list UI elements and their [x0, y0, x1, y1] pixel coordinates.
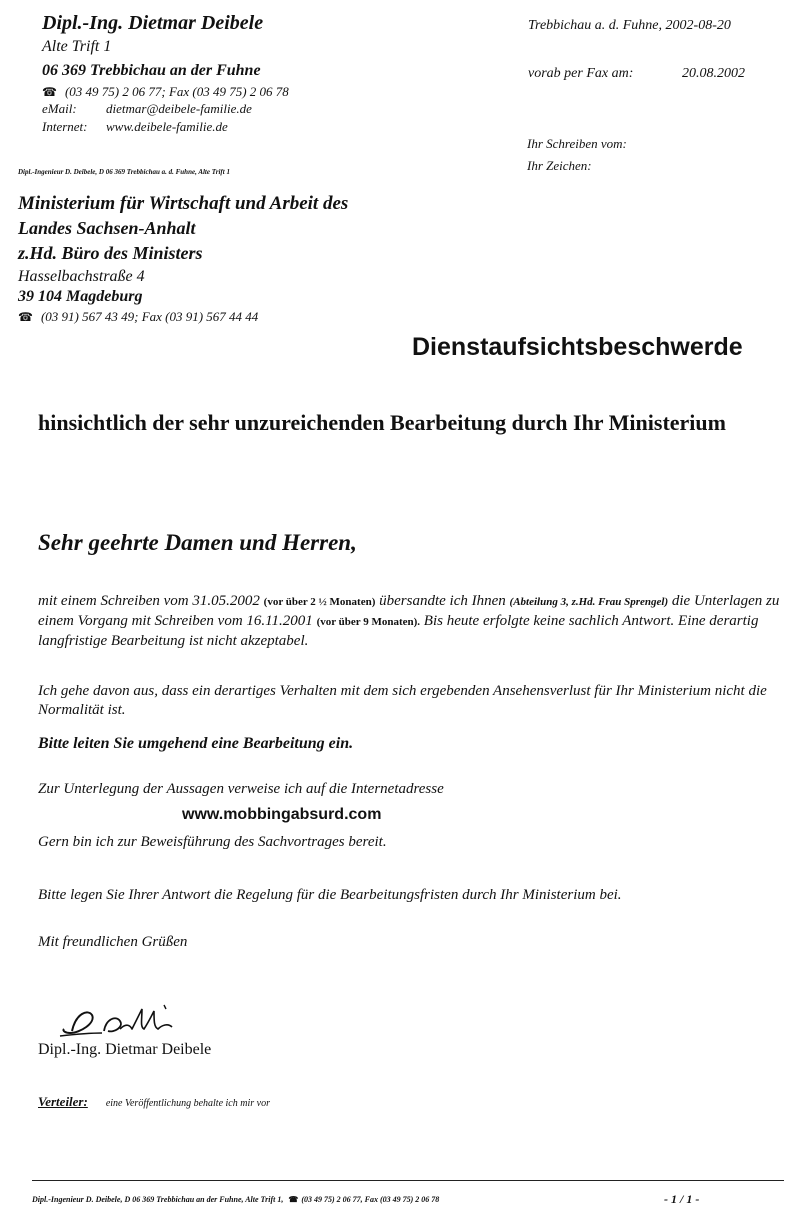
return-address: Dipl.-Ingenieur D. Deibele, D 06 369 Trebbichau a. d. Fuhne, Alte Trift 1: [18, 168, 230, 176]
sender-city: 06 369 Trebbichau an der Fuhne: [42, 62, 261, 79]
paragraph-3: Bitte leiten Sie umgehend eine Bearbeitung ein.: [38, 735, 354, 752]
sender-name: Dipl.-Ing. Dietmar Deibele: [42, 12, 264, 34]
p1-text-e: die Unterlagen zu einem Vorgang mit Schreiben vom 16.11.2001: [38, 593, 780, 629]
sender-web: [42, 119, 228, 135]
paragraph-1: [38, 592, 783, 651]
sender-phone-text: (03 49 75) 2 06 77; Fax (03 49 75) 2 06 78: [64, 84, 289, 99]
sender-phone: [42, 84, 289, 100]
p1-note-b: (vor über 2 ½ Monaten): [263, 596, 376, 608]
subject: Dienstaufsichtsbeschwerde: [412, 333, 743, 361]
telephone-icon: ☎: [42, 85, 57, 99]
web-label: Internet:: [42, 119, 88, 134]
distribution-label: Verteiler:: [38, 1094, 88, 1109]
sender-email: [42, 101, 252, 117]
place-date: Trebbichau a. d. Fuhne, 2002-08-20: [528, 18, 731, 33]
p1-text-g: Bis heute erfolgte keine sachlich Antwort. Eine derartig langfristige Bearbeitung ist nicht akzeptabel.: [38, 613, 759, 649]
closing: Mit freundlichen Grüßen: [38, 934, 188, 950]
paragraph-6: Bitte legen Sie Ihrer Antwort die Regelung für die Bearbeitungsfristen durch Ihr Ministerium bei.: [38, 887, 622, 903]
email-address: dietmar@deibele-familie.de: [106, 101, 252, 116]
paragraph-5: Gern bin ich zur Beweisführung des Sachvortrages bereit.: [38, 834, 387, 850]
web-address: www.deibele-familie.de: [106, 119, 228, 134]
footer-divider: [32, 1180, 784, 1181]
recipient-line-5: 39 104 Magdeburg: [18, 288, 143, 305]
salutation: Sehr geehrte Damen und Herren,: [38, 530, 357, 555]
sender-street: Alte Trift 1: [42, 38, 112, 55]
your-ref-label: Ihr Zeichen:: [527, 158, 592, 173]
recipient-line-2: Landes Sachsen-Anhalt: [18, 218, 196, 238]
recipient-phone: [18, 309, 258, 325]
distribution: [38, 1094, 270, 1110]
recipient-line-3: z.Hd. Büro des Ministers: [18, 243, 203, 263]
paragraph-4: Zur Unterlegung der Aussagen verweise ich auf die Internetadresse: [38, 781, 444, 797]
footer-phone: (03 49 75) 2 06 77, Fax (03 49 75) 2 06 78: [301, 1195, 440, 1204]
website-link[interactable]: www.mobbingabsurd.com: [182, 806, 382, 823]
fax-label: vorab per Fax am:: [528, 66, 634, 81]
your-letter-label: Ihr Schreiben vom:: [527, 136, 627, 151]
recipient-line-1: Ministerium für Wirtschaft und Arbeit des: [18, 193, 349, 214]
recipient-line-4: Hasselbachstraße 4: [18, 268, 145, 285]
p1-note-d: (Abteilung 3, z.Hd. Frau Sprengel): [509, 596, 669, 608]
footer-address: Dipl.-Ingenieur D. Deibele, D 06 369 Trebbichau an der Fuhne, Alte Trift 1,: [32, 1195, 284, 1204]
subject-subline: hinsichtlich der sehr unzureichenden Bearbeitung durch Ihr Ministerium: [38, 410, 726, 435]
page-number: - 1 / 1 -: [664, 1192, 700, 1206]
distribution-text: eine Veröffentlichung behalte ich mir vor: [105, 1098, 270, 1109]
paragraph-2: Ich gehe davon aus, dass ein derartiges Verhalten mit dem sich ergebenden Ansehensverlust für Ihr Ministerium nicht die Normalität ist.: [38, 683, 767, 718]
fax-date: 20.08.2002: [682, 66, 745, 81]
recipient-phone-text: (03 91) 567 43 49; Fax (03 91) 567 44 44: [40, 309, 259, 324]
signer-name: Dipl.-Ing. Dietmar Deibele: [38, 1041, 212, 1058]
p1-text-a: mit einem Schreiben vom 31.05.2002: [38, 593, 260, 609]
p1-text-c: übersandte ich Ihnen: [379, 593, 506, 609]
signature-image: [58, 1003, 208, 1039]
telephone-icon: ☎: [18, 310, 33, 324]
email-label: eMail:: [42, 101, 77, 116]
footer-text: [32, 1195, 439, 1204]
p1-note-f: (vor über 9 Monaten).: [316, 616, 421, 628]
telephone-icon: ☎: [288, 1195, 299, 1204]
